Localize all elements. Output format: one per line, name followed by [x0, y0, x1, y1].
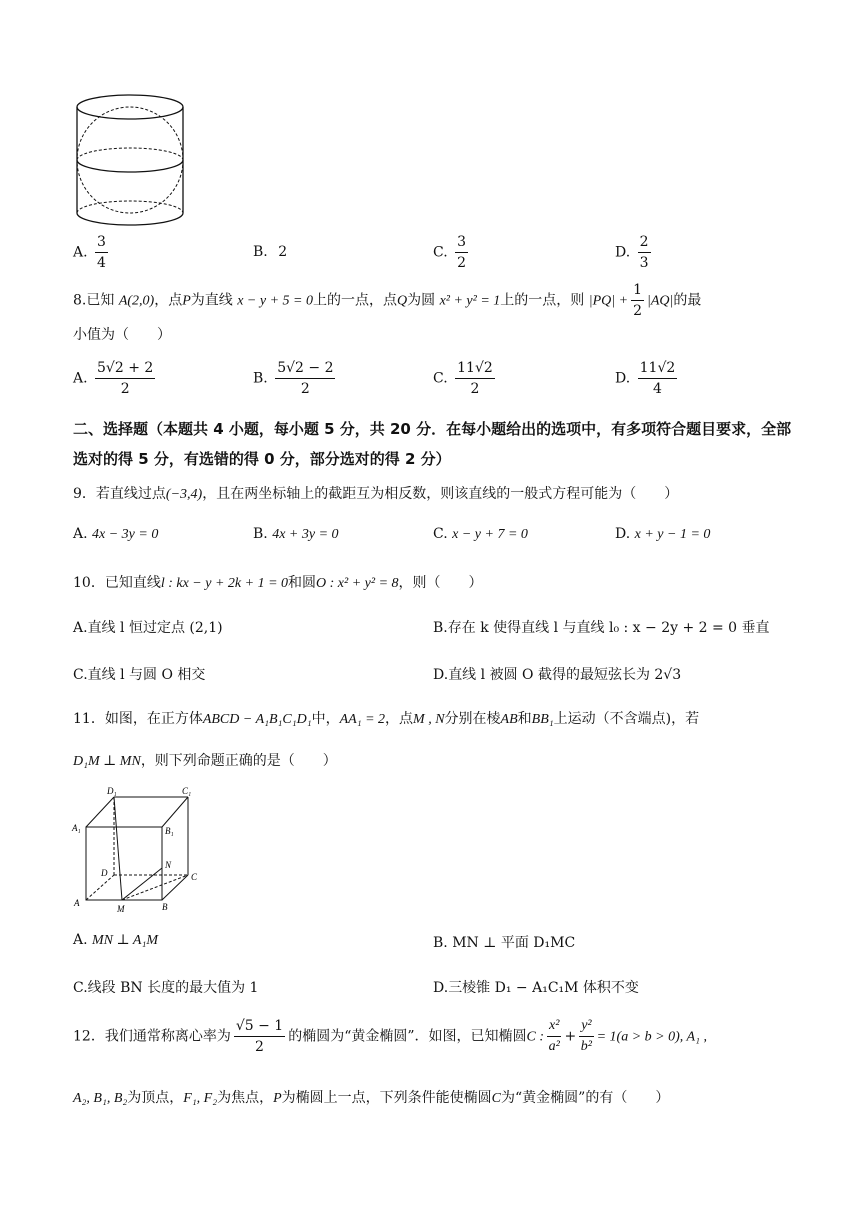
q8-option-d[interactable]	[615, 360, 680, 397]
fig-label-d: D	[101, 868, 108, 878]
q11-stem-line2: D₁M ⊥ MN，则下列命题正确的是（ ）	[73, 753, 337, 769]
fig-label-n: N	[165, 860, 172, 870]
q10-stem: 10．已知直线l : kx − y + 2k + 1 = 0和圆O : x² + y² = 8，则（ ）	[73, 575, 483, 591]
q10-option-b[interactable]: B.存在 k 使得直线 l 与直线 l₀ : x − 2y + 2 = 0 垂直	[433, 620, 770, 636]
q12-stem-line2: A₂, B₁, B₂为顶点，F₁, F₂为焦点，P为椭圆上一点，下列条件能使椭圆C为“黄金椭圆”的有（ ）	[73, 1090, 670, 1106]
option-letter: B.	[253, 370, 268, 387]
q9-option-d[interactable]: D. x + y − 1 = 0	[615, 526, 711, 542]
fraction: $\frac{\text{x²}}{\text{a²}}$	[548, 1018, 560, 1055]
option-letter: A.	[73, 370, 88, 387]
q8-option-b[interactable]	[253, 360, 338, 397]
option-letter: D.	[615, 244, 631, 261]
q11-option-a[interactable]: A. MN ⊥ A₁M	[73, 932, 159, 948]
q9-option-c[interactable]: C. x − y + 7 = 0	[433, 526, 528, 542]
fraction: $\frac{11√2}{2}$	[457, 360, 493, 398]
q10-option-c[interactable]: C.直线 l 与圆 O 相交	[73, 667, 206, 683]
fig-label-m: M	[117, 904, 125, 914]
fig-label-c: C	[191, 872, 198, 882]
q8-stem-line1: 8.已知 A(2,0)，点P为直线 x − y + 5 = 0上的一点，点Q为圆 x² + y² = 1上的一点，则 |PQ| + $\frac{1}{2}$ |AQ|的最	[73, 282, 702, 320]
fraction: $\frac{5√2 - 2}{2}$	[277, 360, 334, 398]
fraction: $\frac{\text{y²}}{\text{b²}}$	[580, 1018, 592, 1055]
option-text: 2	[278, 244, 288, 260]
option-letter: A.	[73, 244, 88, 261]
fig-label-a: A	[74, 898, 80, 908]
q7-option-c[interactable]	[433, 234, 471, 271]
fig-label-c1: C₁	[182, 786, 192, 796]
fraction: $\frac{11√2}{4}$	[639, 360, 676, 398]
fig-label-d1: D₁	[107, 786, 117, 796]
q9-option-b[interactable]: B. 4x + 3y = 0	[253, 526, 339, 542]
section-heading: 二、选择题（本题共 4 小题，每小题 5 分，共 20 分．在每小题给出的选项中，有多项符合题目要求，全部选对的得 5 分，有选错的得 0 分，部分选对的得 2 分）	[73, 420, 792, 468]
q11-option-c[interactable]: C.线段 BN 长度的最大值为 1	[73, 980, 259, 996]
q7-option-d[interactable]	[615, 234, 654, 271]
q11-option-d[interactable]: D.三棱锥 D₁ − A₁C₁M 体积不变	[433, 980, 639, 996]
option-letter: C.	[433, 244, 448, 261]
q9-stem: 9．若直线过点(−3,4)，且在两坐标轴上的截距互为相反数，则该直线的一般式方程可能为（ ）	[73, 486, 679, 502]
fig-label-b1: B₁	[165, 826, 174, 836]
fig-label-a1: A₁	[72, 823, 81, 833]
cube-figure	[70, 784, 210, 920]
q7-option-b[interactable]	[253, 244, 287, 260]
fraction: $\frac{1}{2}$	[633, 282, 642, 320]
option-letter: C.	[433, 370, 448, 387]
q7-option-a[interactable]	[73, 234, 111, 271]
q8-option-a[interactable]	[73, 360, 158, 397]
q8-option-c[interactable]	[433, 360, 498, 397]
fraction: $\frac{√5 - 1}{2}$	[235, 1018, 284, 1056]
fraction: $\frac{2}{3}$	[639, 234, 649, 272]
cylinder-sphere-figure	[72, 90, 192, 230]
q11-option-b[interactable]: B. MN ⊥ 平面 D₁MC	[433, 935, 576, 951]
q8-stem-line2: 小值为（ ）	[73, 327, 171, 343]
q10-option-d[interactable]: D.直线 l 被圆 O 截得的最短弦长为 2√3	[433, 667, 682, 683]
q10-option-a[interactable]: A.直线 l 恒过定点 (2,1)	[73, 620, 223, 636]
fig-label-b: B	[162, 902, 168, 912]
option-letter: D.	[615, 370, 631, 387]
q11-stem-line1: 11．如图，在正方体ABCD − A₁B₁C₁D₁中，AA₁ = 2，点M , N分别在棱AB和BB₁上运动（不含端点)，若	[73, 711, 700, 727]
fraction: $\frac{3}{2}$	[457, 234, 467, 272]
fraction: $\frac{5√2 + 2}{2}$	[97, 360, 154, 398]
q12-stem-line1: 12．我们通常称离心率为 $\frac{√5 - 1}{2}$ 的椭圆为“黄金椭圆”．如图，已知椭圆C : $\frac{\text{x²}}{\text{a²}}$ + $\frac{\text{y²}}{\text{b²}}$ = 1(a > b > 0), A₁ ,	[73, 1018, 707, 1056]
q9-option-a[interactable]: A. 4x − 3y = 0	[73, 526, 159, 542]
option-letter: B.	[253, 244, 268, 260]
fraction: $\frac{3}{4}$	[97, 234, 106, 272]
